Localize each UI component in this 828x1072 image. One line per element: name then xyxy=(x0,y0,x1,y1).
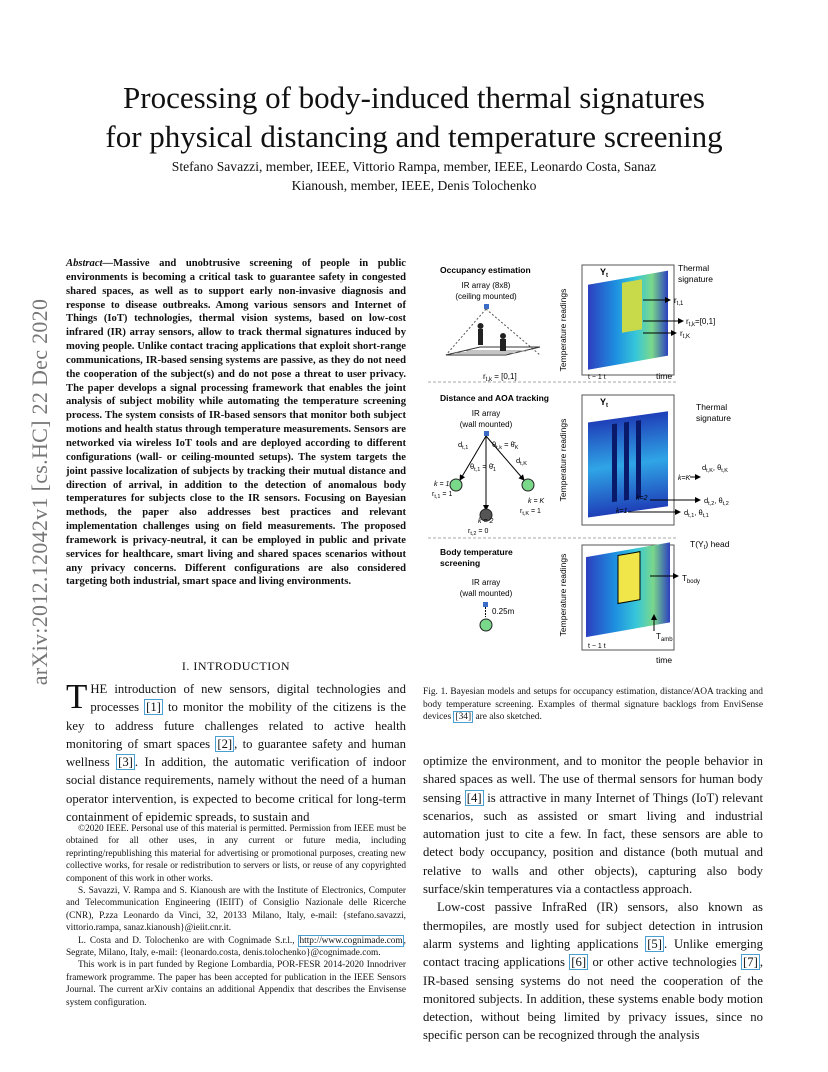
fig-label: $r_{t,k} = [0,1]$ xyxy=(483,372,517,383)
body-text: is attractive in many Internet of Things (IoT) relevant scenarios, such as assisted or smart living and industrial automation just to cite a few. In fact, these sensors are able to detect body occupancy, position and distance (both mutual and relative to walls and other objects), capturing also body surface/skin temperatures via a contactless approach. xyxy=(423,790,764,897)
citation-link[interactable]: [1] xyxy=(146,700,161,715)
fig-xlabel: time xyxy=(656,371,673,381)
section-heading: I. INTRODUCTION xyxy=(181,659,291,673)
citation-link[interactable]: [6] xyxy=(571,955,587,970)
fig-label: k = K xyxy=(528,498,545,505)
intro-text: HE introduction of new sensors, digital technologies and processes xyxy=(90,682,406,715)
fig-sensor-label: (wall mounted) xyxy=(459,589,513,598)
fig-label: $r_{t,1} = 1$ xyxy=(432,491,453,500)
person-icon xyxy=(478,329,483,345)
figure-svg xyxy=(428,255,773,670)
fig-label: $d_{t,K}$, $\theta_{t,K}$ xyxy=(702,463,728,474)
fig-label: k=2 xyxy=(636,495,648,502)
fig-label: $r_{t,2} = 0$ xyxy=(468,528,489,537)
fig-sensor-label: IR array xyxy=(471,578,501,587)
fig-label: k = 2 xyxy=(478,518,494,525)
citation-link[interactable]: [3] xyxy=(118,755,133,770)
body-text: optimize the environment, and to monitor the people behavior in shared spaces as well. The use of thermal sensors for human body sensing xyxy=(423,754,763,805)
intro-paragraph xyxy=(66,677,407,826)
paper-title xyxy=(60,78,768,156)
fig-label: signature xyxy=(678,274,713,284)
heatmap-column xyxy=(624,422,629,501)
authors-line-1: Stefano Savazzi, member, IEEE, Vittorio Rampa, member, IEEE, Leonardo Costa, Sanaz xyxy=(171,159,657,174)
intro-text: . In addition, the automatic verification of indoor social distance requirements, namely without the need of a human operator intervention, is expected to become critical for long-term containment of epidemic spreads, to sustain and xyxy=(66,755,406,825)
fig-label: $r_{t,K} = 1$ xyxy=(520,508,541,517)
citation-link[interactable]: [34] xyxy=(455,712,472,723)
caption-text: Fig. 1. Bayesian models and setups for occupancy estimation, distance/AOA tracking and body temperature screening. Examples of thermal signature backlogs from EnviSense devices xyxy=(423,687,763,723)
fig-label: $d_{t,2}$, $\theta_{t,2}$ xyxy=(704,496,729,507)
fig-label: $d_{t,1}$ xyxy=(458,440,469,451)
fig-label: $r_{t,K}$ xyxy=(680,329,691,340)
fig-label: k = 1 xyxy=(434,481,450,488)
fov-line xyxy=(486,309,540,355)
fig-label: k=K xyxy=(678,475,691,482)
fig-label: $d_{t,K}$ xyxy=(516,456,527,467)
fig-ylabel: Temperature readings xyxy=(558,418,568,502)
fig-label: $Y_t$ xyxy=(600,397,609,409)
heatmap-column xyxy=(612,423,617,502)
citation-link[interactable]: [7] xyxy=(743,955,758,970)
fig-label: t − 1 t xyxy=(588,374,606,381)
fig-label: $Y_t$ xyxy=(600,267,609,279)
fig-label: $d_{t,1}$, $\theta_{t,1}$ xyxy=(684,508,709,519)
body-paragraph xyxy=(423,752,763,898)
abstract xyxy=(66,257,406,589)
fig-ylabel: Temperature readings xyxy=(558,553,568,637)
fig-label: $T(Y_t)$ head xyxy=(690,539,730,551)
body-text: or other active technologies xyxy=(588,955,742,970)
fig-label: $r_{t,1}$ xyxy=(674,296,684,307)
note-text: L. Costa and D. Tolochenko are with Cognimade S.r.l., xyxy=(78,935,299,946)
fig-label: signature xyxy=(696,413,731,423)
title-line-1: Processing of body-induced thermal signatures xyxy=(123,80,705,115)
fig-xlabel: time xyxy=(656,655,673,665)
figure-1 xyxy=(428,255,773,670)
note-text: , Segrate, Milano, Italy, e-mail: {leonardo.costa, denis.tolochenko}@cognimade.com. xyxy=(66,935,406,959)
fig-label: Thermal xyxy=(696,402,728,412)
body-text: , IR-based sensing systems do not need the cooperation of the monitored subjects. In addition, these systems enable body motion detection, without being limited by privacy issues, since no specific person can be recognized through the analysis xyxy=(423,955,763,1043)
arrow xyxy=(460,436,486,480)
citation-link[interactable]: [2] xyxy=(217,736,233,751)
caption-text: are also sketched. xyxy=(473,712,542,723)
heatmap-column xyxy=(636,420,641,499)
fig-label: k=1 xyxy=(616,508,628,515)
fig-label: Thermal xyxy=(678,263,710,273)
fig-label: t − 1 t xyxy=(588,643,606,650)
fig-label: $T_{amb}$ xyxy=(656,632,673,643)
person-head-icon xyxy=(500,333,506,339)
drop-cap: T xyxy=(66,677,88,716)
affiliation-note-2 xyxy=(66,935,406,960)
fig-sensor-label: (ceiling mounted) xyxy=(455,292,517,301)
fig-panel-title: screening xyxy=(440,558,481,568)
fig-label: $\theta_{t,k}$ = $\thetā_K$ xyxy=(492,440,519,451)
fig-panel-title: Body temperature xyxy=(440,547,513,557)
fig-label: $r_{t,k}=[0,1]$ xyxy=(686,317,716,328)
fig-panel-title: Distance and AOA tracking xyxy=(440,393,549,403)
fig-label: $T_{body}$ xyxy=(682,574,700,585)
subject-icon xyxy=(480,619,492,631)
authors-line-2: Kianoush, member, IEEE, Denis Tolochenko xyxy=(291,178,537,193)
funding-note: This work is in part funded by Regione Lombardia, POR-FESR 2014-2020 Innodriver framework programme. The paper has been accepted for publication in the IEEE Sensors Journal. The current arXiv contains an additional Appendix that describes the Envisense system configuration. xyxy=(66,960,406,1008)
arxiv-id: arXiv:2012.12042v1 [cs.HC] 22 Dec 2020 xyxy=(27,298,52,686)
arxiv-stamp xyxy=(20,282,60,702)
title-line-2: for physical distancing and temperature screening xyxy=(105,119,723,154)
citation-link[interactable]: [4] xyxy=(466,790,482,805)
ir-sensor-icon xyxy=(484,304,489,309)
ir-sensor-icon xyxy=(484,431,489,436)
fig-sensor-label: (wall mounted) xyxy=(459,420,513,429)
fig-label: $\theta_{t,1}$ = $\thetā_1$ xyxy=(470,462,497,473)
subject-icon xyxy=(450,479,462,491)
copyright-note: ©2020 IEEE. Personal use of this material is permitted. Permission from IEEE must be obtained for all other uses, in any current or future media, including reprinting/republishing this material for advertising or promotional purposes, creating new collective works, for resale or redistribution to servers or lists, or reuse of any copyrighted component of this work in other works. xyxy=(66,824,406,884)
fig-label: 0.25m xyxy=(492,607,515,616)
intro-text: to monitor the mobility of the citizens is the key to address future challenges related to active health monitoring of smart spaces xyxy=(66,700,407,751)
abstract-lead: Abstract xyxy=(66,258,103,269)
person-head-icon xyxy=(478,323,484,329)
subject-icon xyxy=(522,479,534,491)
figure-caption xyxy=(423,686,763,724)
author-list xyxy=(120,157,708,195)
fig-panel-title: Occupancy estimation xyxy=(440,265,531,275)
fig-sensor-label: IR array xyxy=(471,409,501,418)
heatmap-hotspot xyxy=(618,552,640,604)
affiliation-note: S. Savazzi, V. Rampa and S. Kianoush are with the Institute of Electronics, Computer and Telecommunication Engineering (IEIIT) of Consiglio Nazionale delle Ricerche (CNR), P.zza Leonardo da Vinci, 32, 20133 Milano, Italy, e-mail: {stefano.savazzi, vittorio.rampa, sanaz.kianoush}@ieiit.cnr.it. xyxy=(66,886,406,934)
body-paragraph xyxy=(423,898,763,1044)
right-column-body xyxy=(423,752,763,1045)
body-text: Low-cost passive InfraRed (IR) sensors, also known as thermopiles, are mostly used for subject detection in intrusion alarm systems and lighting applications xyxy=(423,900,763,951)
body-text: . Unlike emerging contact tracing applications xyxy=(423,936,763,970)
citation-link[interactable]: [5] xyxy=(647,936,662,951)
ir-sensor-icon xyxy=(483,602,488,607)
person-icon xyxy=(500,339,506,351)
footnotes xyxy=(66,823,406,1009)
fig-sensor-label: IR array (8x8) xyxy=(461,281,511,290)
fig-ylabel: Temperature readings xyxy=(558,288,568,372)
heatmap-hotspot xyxy=(622,279,642,333)
intro-text: , to guarantee safety and human wellness xyxy=(66,736,406,770)
abstract-text: —Massive and unobtrusive screening of people in public environments is becoming a critical task to guarantee safety in congested shared spaces, as well as to support early non-invasive diagnosis and response to disease outbreaks. Among various sensors and Internet of Things (IoT) technologies, thermal vision systems, based on low-cost infrared (IR) array sensors, allow to track thermal signatures induced by moving people. Unlike contact tracing applications that exploit short-range communications, IR-based sensing systems are passive, as they do not need the cooperation of the subject(s) and do not pose a threat to user privacy. The paper develops a signal processing framework that enables the joint analysis of subject mobility while automating the temperature screening process. The system consists of IR-based sensors that monitor both subject motions and health status through temperature measurements. Sensors are networked via wireless IoT tools and are deployed according to different configurations (wall- or ceiling-mounted setups). The system targets the joint passive localization of subjects by tracking their mutual distance and direction of arrival, in addition to the detection of anomalous body temperatures for subjects close to the IR sensors. Focusing on Bayesian methods, the paper also addresses best practices and relevant implementation challenges using on field measurements. The proposed framework is privacy-neutral, it can be employed in public and private services for healthcare, smart living and shared spaces scenarios without any privacy concerns. Different configurations are also considered targeting both industrial, smart space and living environments. xyxy=(66,258,406,588)
url-link[interactable]: http://www.cognimade.com xyxy=(299,935,403,946)
